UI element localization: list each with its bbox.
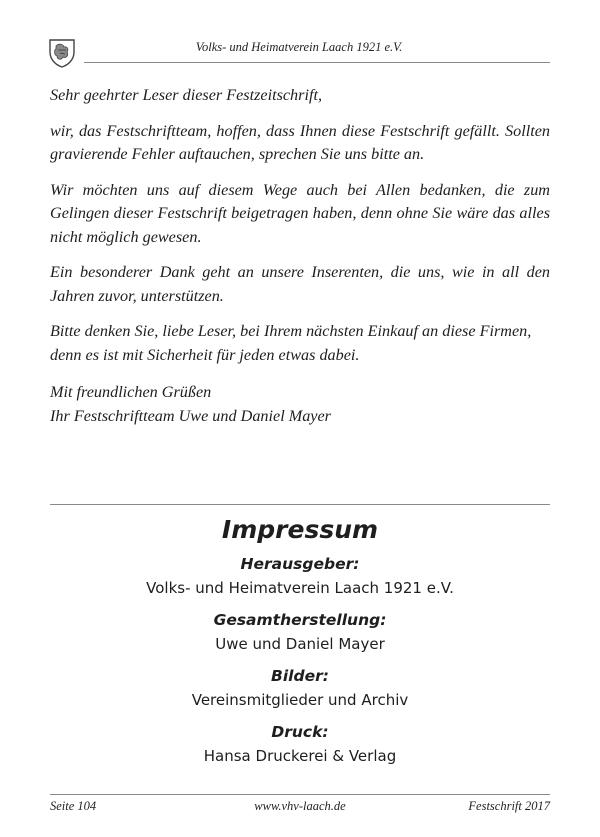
impressum-label: Bilder: — [271, 667, 329, 685]
page-footer — [50, 799, 550, 817]
letter-salutation: Sehr geehrter Leser dieser Festzeitschrift, — [50, 86, 322, 104]
impressum-label: Gesamtherstellung: — [213, 611, 387, 629]
header-title: Volks- und Heimatverein Laach 1921 e.V. — [195, 40, 403, 54]
impressum-entry-production — [0, 608, 600, 656]
letter-body — [50, 84, 550, 440]
footer-divider — [50, 794, 550, 795]
impressum-entry-images — [0, 664, 600, 712]
letter-paragraph: Bitte denken Sie, liebe Leser, bei Ihrem nächsten Einkauf an diese Firmen, denn es ist mit Sicherheit für jeden etwas dabei. — [50, 322, 532, 364]
impressum-entry-publisher — [0, 552, 600, 600]
letter-closing — [50, 381, 550, 428]
impressum-value: Volks- und Heimatverein Laach 1921 e.V. — [146, 579, 454, 597]
impressum-title: Impressum — [221, 515, 379, 544]
impressum-label: Herausgeber: — [240, 555, 360, 573]
letter-paragraph: Ein besonderer Dank geht an unsere Inserenten, die uns, wie in all den Jahren zuvor, unterstützen. — [50, 263, 550, 305]
letter-paragraph: Wir möchten uns auf diesem Wege auch bei Allen bedanken, die zum Gelingen dieser Festschrift beigetragen haben, denn ohne Sie wäre das alles nicht möglich gewesen. — [50, 180, 550, 246]
letter-paragraph: wir, das Festschriftteam, hoffen, dass Ihnen diese Festschrift gefällt. Sollten gravierende Fehler auftauchen, sprechen Sie uns bitte an. — [50, 121, 550, 163]
impressum-value: Uwe und Daniel Mayer — [215, 635, 385, 653]
header-divider — [84, 62, 550, 63]
closing-signature: Ihr Festschriftteam Uwe und Daniel Mayer — [50, 406, 331, 425]
footer-publication: Festschrift 2017 — [468, 799, 550, 813]
footer-website: www.vhv-laach.de — [254, 799, 346, 813]
footer-page-number: Seite 104 — [50, 799, 97, 813]
closing-greeting: Mit freundlichen Grüßen — [50, 383, 212, 401]
impressum-label: Druck: — [271, 723, 329, 741]
impressum-value: Vereinsmitglieder und Archiv — [191, 691, 409, 709]
impressum-section — [0, 512, 600, 776]
section-divider — [50, 504, 550, 505]
impressum-entry-print — [0, 720, 600, 768]
impressum-value: Hansa Druckerei & Verlag — [203, 747, 397, 765]
page-header — [48, 38, 550, 68]
